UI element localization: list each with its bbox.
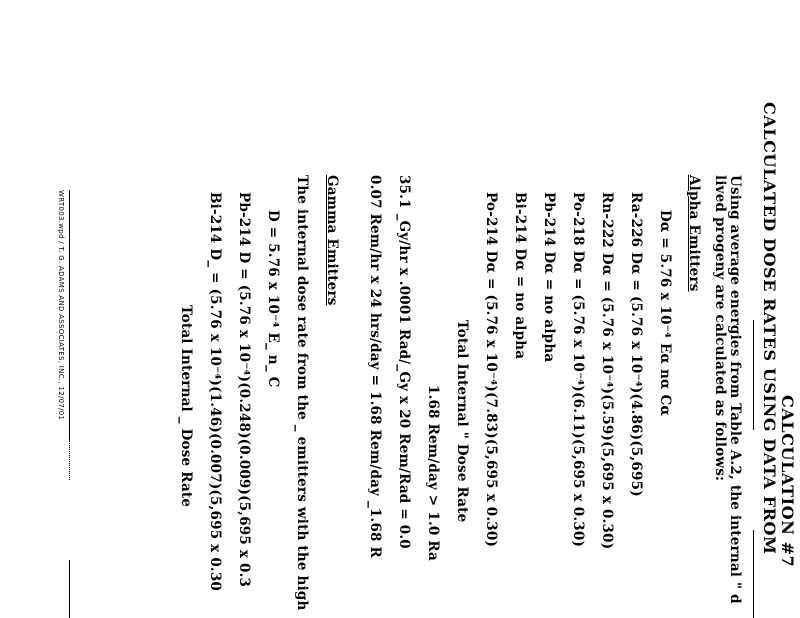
alpha-intro-line-2: lived progeny are calculated as follows: (712, 175, 728, 482)
pb214-gamma-dose: Pb-214 D = (5.76 x 10⁻⁴)(0.248)(0.009)(5,695 x 0.3 (236, 192, 252, 588)
document-title: CALCULATED DOSE RATES USING DATA FROM (760, 102, 779, 555)
footer-file-info: WRT003.wpd / T. G. ADAMS AND ASSOCIATES, INC., 12/07/01 (57, 190, 65, 421)
rn222-alpha-dose: Rn-222 Dα = (5.76 x 10⁻⁴)(5.59)(5,695 x 0.30) (599, 192, 615, 550)
alpha-intro-line-1: Using average energies from Table A.2, the internal " d (727, 175, 743, 604)
conversion-line-1: 35.1 _Gy/hr x .0001 Rad/_Gy x 20 Rem/Rad = 0.0 (396, 175, 412, 549)
alpha-dose-formula: Dα = 5.76 x 10⁻⁴ Eα nα Cα (657, 210, 673, 417)
conversion-result-line: 1.68 Rem/day > 1.0 Ra (425, 385, 441, 562)
footer-rule-right (69, 560, 70, 618)
total-internal-alpha-dose-label: Total Internal " Dose Rate (454, 320, 470, 523)
po214-alpha-dose: Po-214 Dα = (5.76 x 10⁻⁴)(7.83)(5,695 x 0.30) (483, 192, 499, 548)
footer-rule (69, 190, 70, 440)
header-rule-left (753, 320, 754, 430)
total-internal-gamma-dose-label: Total Internal _ Dose Rate (178, 305, 194, 508)
gamma-emitters-heading: Gamma Emitters (324, 175, 340, 306)
gamma-dose-formula: D = 5.76 x 10⁻⁴ E_ n_ C (265, 210, 281, 388)
conversion-line-2: 0.07 Rem/hr x 24 hrs/day = 1.68 Rem/day _1.68 R (367, 175, 383, 558)
ra226-alpha-dose: Ra-226 Dα = (5.76 x 10⁻⁴)(4.86)(5,695) (628, 192, 644, 497)
header-rule-right (753, 530, 754, 618)
calculation-number-heading: CALCULATION #7 (778, 395, 797, 568)
pb214-alpha-dose: Pb-214 Dα = no alpha (541, 192, 557, 363)
alpha-emitters-heading: Alpha Emitters (686, 175, 702, 292)
gamma-intro-line: The internal dose rate from the _ emitters with the high (294, 175, 310, 611)
po218-alpha-dose: Po-218 Dα = (5.76 x 10⁻⁴)(6.11)(5,695 x 0.30) (570, 192, 586, 548)
bi214-gamma-dose: Bi-214 D_ = (5.76 x 10⁻⁴)(1.46)(0.007)(5,695 x 0.30 (207, 192, 223, 592)
bi214-alpha-dose: Bi-214 Dα = no alpha (512, 192, 528, 360)
footer-rule-dotted (69, 440, 70, 480)
